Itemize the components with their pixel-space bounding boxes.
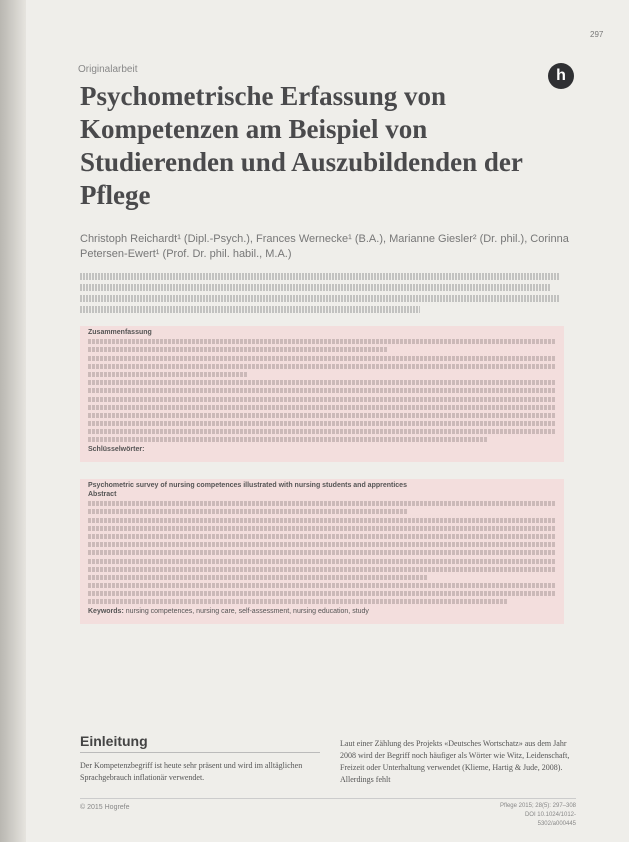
affiliation-line (80, 273, 560, 280)
citation-doi: Pflege 2015; 28(5): 297–308 DOI 10.1024/1012-5302/a000445 (499, 803, 576, 827)
text-line (88, 567, 556, 572)
affiliation-line (80, 306, 420, 313)
text-line (88, 339, 556, 344)
text-line (88, 583, 556, 588)
text-line (88, 405, 556, 410)
text-line (88, 550, 556, 555)
section-heading: Einleitung (80, 733, 148, 749)
footer-divider (80, 798, 576, 799)
abstract-german-box (80, 326, 564, 462)
text-line (88, 559, 556, 564)
text-line (88, 575, 428, 580)
author-list: Christoph Reichardt¹ (Dipl.-Psych.), Frances Wernecke¹ (B.A.), Marianne Giesler² (Dr. phil.), Corinna Petersen-Ewert¹ (Prof. Dr. phil. habil., M.A.) (80, 233, 569, 260)
affiliation-line (80, 295, 560, 302)
publisher-logo-icon: h (548, 63, 574, 89)
text-line (88, 534, 556, 539)
abstract-heading: Zusammenfassung (88, 329, 152, 336)
text-line (88, 372, 248, 377)
text-line (88, 429, 556, 434)
text-line (88, 421, 556, 426)
page-number: 297 (590, 30, 604, 39)
text-line (88, 599, 508, 604)
body-column-left: Der Kompetenzbegriff ist heute sehr präsent und wird im alltäglichen Sprachgebrauch inflationär verwendet. (80, 761, 303, 782)
keywords-label: Schlüsselwörter: (88, 445, 145, 453)
body-column-right: Laut einer Zählung des Projekts «Deutsches Wortschatz» aus dem Jahr 2008 wird der Begriff noch häufiger als Wörter wie Witz, Leidenschaft, Freizeit oder Unterhaltung verwendet (Klieme, Hartig & Jude, 2008). Allerdings fehlt (340, 739, 570, 784)
text-line (88, 380, 556, 385)
abstract-text (88, 339, 556, 442)
text-line (88, 388, 556, 393)
text-line (88, 397, 556, 402)
abstract-english-box (80, 479, 564, 624)
abstract-english-subheading: Abstract (88, 491, 117, 498)
abstract-english-heading: Psychometric survey of nursing competences illustrated with nursing students and apprentices (88, 482, 407, 489)
affiliation-line (80, 284, 550, 291)
article-category: Originalarbeit (78, 64, 138, 75)
text-line (88, 509, 408, 514)
text-line (88, 356, 556, 361)
text-line (88, 591, 556, 596)
text-line (88, 526, 556, 531)
text-line (88, 542, 556, 547)
keywords-english (88, 608, 556, 615)
keywords-english-label: Keywords: (88, 607, 124, 615)
section-divider (80, 752, 320, 753)
affiliations (80, 273, 580, 317)
text-line (88, 364, 556, 369)
page-binding-shadow (0, 0, 26, 842)
text-line (88, 501, 556, 506)
text-line (88, 437, 488, 442)
abstract-english-text (88, 501, 556, 604)
keywords-english-values: nursing competences, nursing care, self-assessment, nursing education, study (125, 607, 369, 615)
text-line (88, 413, 556, 418)
article-title: Psychometrische Erfassung von Kompetenzen am Beispiel von Studierenden und Auszubildenden der Pflege (80, 81, 523, 210)
copyright-notice: © 2015 Hogrefe (80, 804, 130, 811)
text-line (88, 518, 556, 523)
text-line (88, 347, 388, 352)
keywords-german (88, 446, 556, 453)
